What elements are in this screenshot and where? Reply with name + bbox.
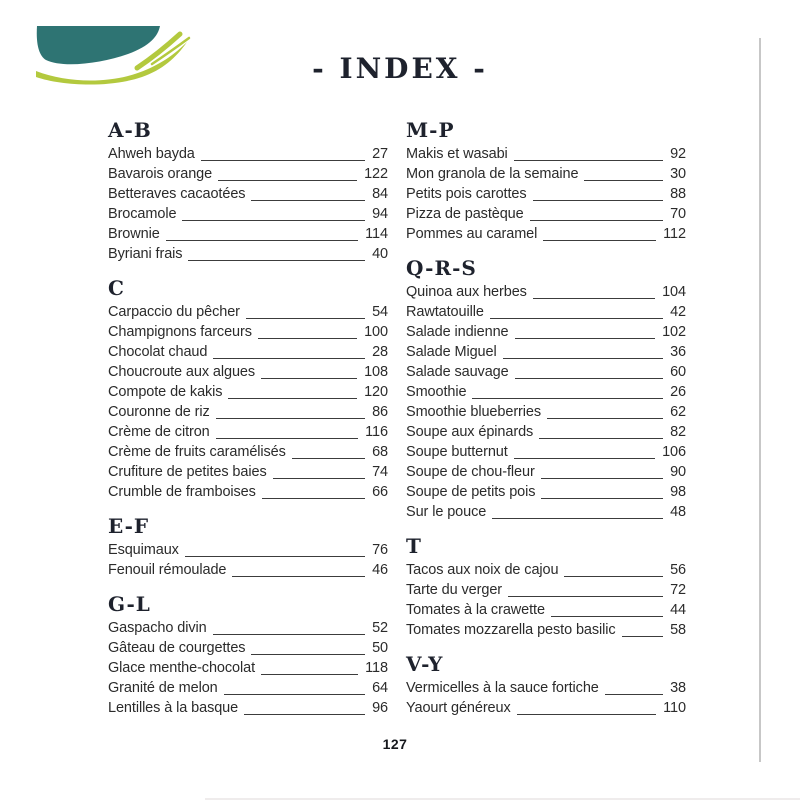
leader-line [584,180,663,181]
entry-label: Brocamole [108,206,177,222]
entry-page-number: 112 [663,226,686,242]
leader-line [472,398,663,399]
entry-page-number: 48 [670,504,686,520]
leader-line [514,160,663,161]
index-entry [406,422,686,442]
entry-label: Salade Miguel [406,344,497,360]
entry-page-number: 120 [364,384,388,400]
index-section [108,119,388,264]
entry-label: Fenouil rémoulade [108,562,227,578]
index-section [406,535,686,640]
index-entry [406,322,686,342]
entry-label: Mon granola de la semaine [406,166,579,182]
index-entry [406,224,686,244]
page-title: - INDEX - [312,52,488,85]
leader-line [182,220,365,221]
leader-line [490,318,663,319]
entry-page-number: 76 [372,542,388,558]
index-entry [108,184,388,204]
entry-label: Soupe aux épinards [406,424,534,440]
leader-line [213,358,365,359]
leader-line [547,418,663,419]
index-entry [406,342,686,362]
leader-line [228,398,357,399]
entry-page-number: 104 [662,284,686,300]
leader-line [605,694,663,695]
index-section [406,653,686,718]
entry-label: Lentilles à la basque [108,700,239,716]
index-entry [108,322,388,342]
entry-page-number: 88 [670,186,686,202]
index-section [108,593,388,718]
section-letter-heading: T [406,534,422,558]
leader-line [543,240,656,241]
entry-label: Tomates mozzarella pesto basilic [406,622,616,638]
entry-page-number: 42 [670,304,686,320]
entry-page-number: 58 [670,622,686,638]
leader-line [218,180,357,181]
index-entry [406,502,686,522]
entry-page-number: 84 [372,186,388,202]
index-columns [108,119,686,718]
index-entry [108,658,388,678]
entry-label: Gâteau de courgettes [108,640,246,656]
entry-page-number: 56 [670,562,686,578]
index-entry [406,382,686,402]
section-letter-heading: A-B [108,118,152,142]
index-entry [406,362,686,382]
index-entry [406,698,686,718]
entry-label: Tacos aux noix de cajou [406,562,559,578]
leader-line [533,298,655,299]
leader-line [244,714,365,715]
leader-line [551,616,663,617]
entry-label: Tomates à la crawette [406,602,545,618]
entry-label: Ahweh bayda [108,146,195,162]
entry-page-number: 68 [372,444,388,460]
index-entry [406,204,686,224]
leader-line [166,240,358,241]
entry-page-number: 52 [372,620,388,636]
leader-line [564,576,663,577]
section-letter-heading: E-F [108,514,150,538]
index-entry [406,580,686,600]
leader-line [292,458,365,459]
entry-label: Glace menthe-chocolat [108,660,256,676]
entry-page-number: 28 [372,344,388,360]
index-entry [108,698,388,718]
index-entry [108,382,388,402]
leader-line [539,438,663,439]
section-letter-heading: V-Y [406,652,444,676]
index-entry [406,600,686,620]
entry-page-number: 82 [670,424,686,440]
index-column-left [108,119,388,718]
entry-label: Petits pois carottes [406,186,527,202]
leader-line [216,418,365,419]
entry-page-number: 86 [372,404,388,420]
index-entry [108,560,388,580]
entry-label: Salade indienne [406,324,509,340]
entry-label: Champignons farceurs [108,324,252,340]
entry-page-number: 70 [670,206,686,222]
entry-label: Soupe butternut [406,444,508,460]
entry-label: Carpaccio du pêcher [108,304,240,320]
entry-label: Betteraves cacaotées [108,186,246,202]
entry-page-number: 66 [372,484,388,500]
entry-label: Vermicelles à la sauce fortiche [406,680,599,696]
entry-page-number: 44 [670,602,686,618]
index-entry [406,164,686,184]
entry-label: Esquimaux [108,542,179,558]
entry-label: Smoothie [406,384,467,400]
entry-page-number: 90 [670,464,686,480]
leader-line [514,458,655,459]
entry-page-number: 94 [372,206,388,222]
index-entry [406,302,686,322]
leader-line [273,478,365,479]
entry-label: Tarte du verger [406,582,503,598]
index-entry [108,144,388,164]
entry-page-number: 50 [372,640,388,656]
leader-line [530,220,663,221]
index-entry [406,560,686,580]
entry-label: Salade sauvage [406,364,509,380]
entry-page-number: 30 [670,166,686,182]
entry-page-number: 106 [662,444,686,460]
entry-label: Yaourt généreux [406,700,511,716]
leader-line [224,694,365,695]
entry-page-number: 36 [670,344,686,360]
section-letter-heading: C [108,276,125,300]
entry-label: Crème de fruits caramélisés [108,444,286,460]
index-entry [406,144,686,164]
index-entry [108,164,388,184]
section-letter-heading: M-P [406,118,455,142]
index-section [108,277,388,502]
index-entry [406,482,686,502]
leader-line [246,318,365,319]
entry-page-number: 74 [372,464,388,480]
entry-page-number: 108 [364,364,388,380]
index-section [406,257,686,522]
leader-line [232,576,365,577]
entry-page-number: 27 [372,146,388,162]
page-edge-line [759,38,761,762]
index-entry [108,422,388,442]
leader-line [216,438,359,439]
index-entry [108,402,388,422]
index-entry [406,282,686,302]
entry-label: Couronne de riz [108,404,210,420]
index-entry [406,620,686,640]
entry-page-number: 96 [372,700,388,716]
index-column-right [406,119,686,718]
entry-label: Pommes au caramel [406,226,538,242]
entry-page-number: 102 [662,324,686,340]
entry-label: Soupe de chou-fleur [406,464,535,480]
index-entry [108,678,388,698]
leader-line [201,160,365,161]
leader-line [251,654,365,655]
entry-page-number: 60 [670,364,686,380]
entry-label: Gaspacho divin [108,620,207,636]
leader-line [261,674,358,675]
entry-label: Rawtatouille [406,304,484,320]
entry-page-number: 38 [670,680,686,696]
entry-label: Makis et wasabi [406,146,508,162]
index-entry [108,618,388,638]
entry-label: Smoothie blueberries [406,404,542,420]
entry-page-number: 26 [670,384,686,400]
entry-label: Granité de melon [108,680,218,696]
leader-line [185,556,365,557]
entry-label: Chocolat chaud [108,344,208,360]
leader-line [188,260,365,261]
entry-label: Quinoa aux herbes [406,284,527,300]
index-entry [108,462,388,482]
index-section [108,515,388,580]
leader-line [258,338,357,339]
leader-line [541,478,663,479]
entry-label: Choucroute aux algues [108,364,256,380]
section-letter-heading: Q-R-S [406,256,477,280]
index-entry [108,482,388,502]
entry-label: Crufiture de petites baies [108,464,267,480]
leader-line [515,378,663,379]
index-section [406,119,686,244]
entry-label: Brownie [108,226,160,242]
entry-page-number: 46 [372,562,388,578]
index-entry [108,204,388,224]
index-entry [108,362,388,382]
index-entry [108,302,388,322]
entry-label: Sur le pouce [406,504,487,520]
entry-label: Crumble de framboises [108,484,256,500]
leader-line [213,634,366,635]
index-entry [108,540,388,560]
entry-page-number: 100 [364,324,388,340]
index-entry [406,442,686,462]
index-entry [108,224,388,244]
entry-page-number: 118 [365,660,388,676]
entry-label: Soupe de petits pois [406,484,536,500]
index-entry [406,462,686,482]
index-entry [108,442,388,462]
entry-page-number: 110 [663,700,686,716]
entry-page-number: 54 [372,304,388,320]
entry-label: Byriani frais [108,246,183,262]
leader-line [261,378,357,379]
entry-page-number: 122 [364,166,388,182]
entry-label: Crème de citron [108,424,210,440]
page-number: 127 [382,736,408,752]
entry-label: Pizza de pastèque [406,206,524,222]
leader-line [533,200,664,201]
leader-line [541,498,663,499]
entry-page-number: 40 [372,246,388,262]
index-entry [406,184,686,204]
entry-page-number: 92 [670,146,686,162]
leader-line [503,358,663,359]
entry-page-number: 62 [670,404,686,420]
entry-label: Compote de kakis [108,384,223,400]
entry-label: Bavarois orange [108,166,213,182]
leader-line [517,714,657,715]
leader-line [492,518,663,519]
leader-line [508,596,663,597]
index-entry [406,402,686,422]
leader-line [251,200,365,201]
entry-page-number: 114 [365,226,388,242]
entry-page-number: 116 [365,424,388,440]
leader-line [262,498,365,499]
entry-page-number: 72 [670,582,686,598]
leader-line [622,636,664,637]
index-entry [108,342,388,362]
index-entry [108,244,388,264]
entry-page-number: 98 [670,484,686,500]
index-entry [406,678,686,698]
leader-line [515,338,656,339]
entry-page-number: 64 [372,680,388,696]
section-letter-heading: G-L [108,592,151,616]
index-entry [108,638,388,658]
